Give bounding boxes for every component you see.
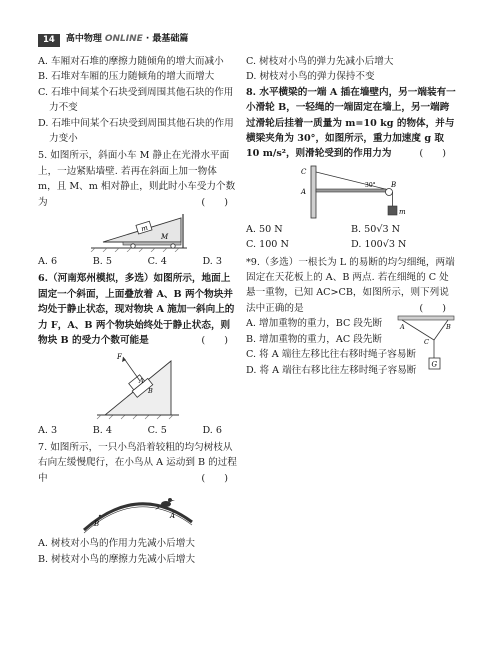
q8-option-d: D. 100√3 N xyxy=(351,239,407,251)
q9-paren: ( ) xyxy=(419,302,446,314)
q5-figure xyxy=(83,212,193,252)
q9-option-c: C. 将 A 端往左移比往右移时绳子容易断 xyxy=(246,349,417,361)
q4-option-a: A. 车厢对石堆的摩擦力随倾角的增大而减小 xyxy=(38,56,224,67)
q6-paren: ( ) xyxy=(201,335,228,347)
q7-fig-label-B: B xyxy=(94,520,100,529)
q8-paren: ( ) xyxy=(419,148,446,160)
q5-text: 5. 如图所示，斜面小车 M 静止在光滑水平面上，一边紧贴墙壁. 若再在斜面上加一物体 m，且 M、m 相对静止，则此时小车受力个数为 xyxy=(38,150,236,208)
header-brand: ONLINE xyxy=(104,34,143,45)
q4-option-b: B. 石堆对车厢的压力随倾角的增大而增大 xyxy=(38,71,215,83)
q8-fig-label-m: m xyxy=(399,207,406,216)
q9-fig-label-A: A xyxy=(400,323,405,332)
q6-fig-label-B: B xyxy=(148,386,153,395)
right-column xyxy=(246,54,456,378)
q4-option-c: C. 石堆中间某个石块受到周围其他石块的作用力不变 xyxy=(38,86,234,114)
q6-fig-label-A: A xyxy=(139,376,144,385)
q6-fig-label-F: F xyxy=(117,352,122,361)
q7-fig-label-A: A xyxy=(170,512,176,521)
q5-option-b: B. 5 xyxy=(92,256,113,268)
q6-option-a: A. 3 xyxy=(38,424,58,436)
header-series: · 最基础篇 xyxy=(145,34,189,45)
q8-option-c: C. 100 N xyxy=(246,239,289,251)
q8-options-row1 xyxy=(246,222,456,237)
q4-option-d: D. 石堆中间某个石块受到周围其他石块的作用力变小 xyxy=(38,117,234,145)
q8-figure xyxy=(291,164,411,220)
q7-text: 7. 如图所示，一只小鸟沿着较粗的均匀树枝从右向左缓慢爬行，在小鸟从 A 运动到 B 的过程中 xyxy=(38,441,237,484)
q9-fig-label-G: G xyxy=(431,360,438,369)
q8-fig-label-angle: 30° xyxy=(365,181,376,189)
page-header xyxy=(38,33,188,47)
q6-stem xyxy=(38,271,238,348)
q8-fig-label-B: B xyxy=(391,180,397,189)
q7-option-d: D. 树枝对小鸟的弹力保持不变 xyxy=(246,71,375,83)
q7-figure xyxy=(78,488,198,534)
q9-fig-label-C: C xyxy=(424,338,429,347)
q9-stem xyxy=(246,255,456,317)
q7-option-c: C. 树枝对小鸟的弹力先减小后增大 xyxy=(246,56,394,67)
q7-stem xyxy=(38,440,238,486)
q5-option-c: C. 4 xyxy=(147,256,167,268)
left-column xyxy=(38,54,238,567)
q5-options xyxy=(38,254,238,269)
q5-option-a: A. 6 xyxy=(38,256,58,268)
q9-figure xyxy=(396,314,456,376)
q6-option-c: C. 5 xyxy=(147,424,167,436)
q8-options-row2 xyxy=(246,237,456,252)
q7-option-a: A. 树枝对小鸟的作用力先减小后增大 xyxy=(38,538,195,550)
q6-option-d: D. 6 xyxy=(202,424,222,436)
q5-stem xyxy=(38,148,238,210)
q7-paren: ( ) xyxy=(201,472,228,484)
q9-text: *9.（多选）一根长为 L 的易断的均匀细绳，两端固定在天花板上的 A、B 两点. 若在细绳的 C 处悬一重物，已知 AC>CB，如图所示，则下列说法中正确的是 xyxy=(246,256,455,314)
q8-fig-label-C: C xyxy=(301,167,307,176)
q6-text: 6.（河南郑州模拟，多选）如图所示，地面上固定一个斜面，上面叠放着 A、B 两个物块并均处于静止状态，现对物块 A 施加一斜向上的力 F，A、B 两个物块始终处于静止状态，则物块 B 的受力个数可能是 xyxy=(38,273,235,347)
q6-option-b: B. 4 xyxy=(92,424,113,436)
page-number: 14 xyxy=(38,34,60,47)
q5-fig-label-M: M xyxy=(161,233,169,242)
q8-option-a: A. 50 N xyxy=(246,223,283,235)
q8-stem xyxy=(246,85,456,162)
q7-option-b: B. 树枝对小鸟的摩擦力先减小后增大 xyxy=(38,553,196,565)
q5-fig-label-m: m xyxy=(140,223,149,234)
q5-paren: ( ) xyxy=(201,196,228,208)
q8-option-b: B. 50√3 N xyxy=(351,223,401,235)
q9-fig-label-B: B xyxy=(446,323,451,332)
q8-fig-label-A: A xyxy=(301,187,307,196)
q9-body xyxy=(246,316,456,378)
q6-figure xyxy=(93,351,183,421)
header-subject: 高中物理 xyxy=(65,34,102,45)
q6-options xyxy=(38,423,238,438)
q9-option-a: A. 增加重物的重力，BC 段先断 xyxy=(246,318,383,330)
q8-text: 8. 水平横梁的一端 A 插在墙壁内，另一端装有一小滑轮 B，一轻绳的一端固定在墙上，另一端跨过滑轮后挂着一质量为 m=10 kg 的物体，并与横梁夹角为 30°，如图所示，重力加速度 g 取 10 m/s²，则滑轮受到的作用力为 xyxy=(246,86,456,160)
q9-option-d: D. 将 A 端往右移比往左移时绳子容易断 xyxy=(246,364,417,376)
q5-option-d: D. 3 xyxy=(202,256,222,268)
q9-option-b: B. 增加重物的重力，AC 段先断 xyxy=(246,333,382,345)
